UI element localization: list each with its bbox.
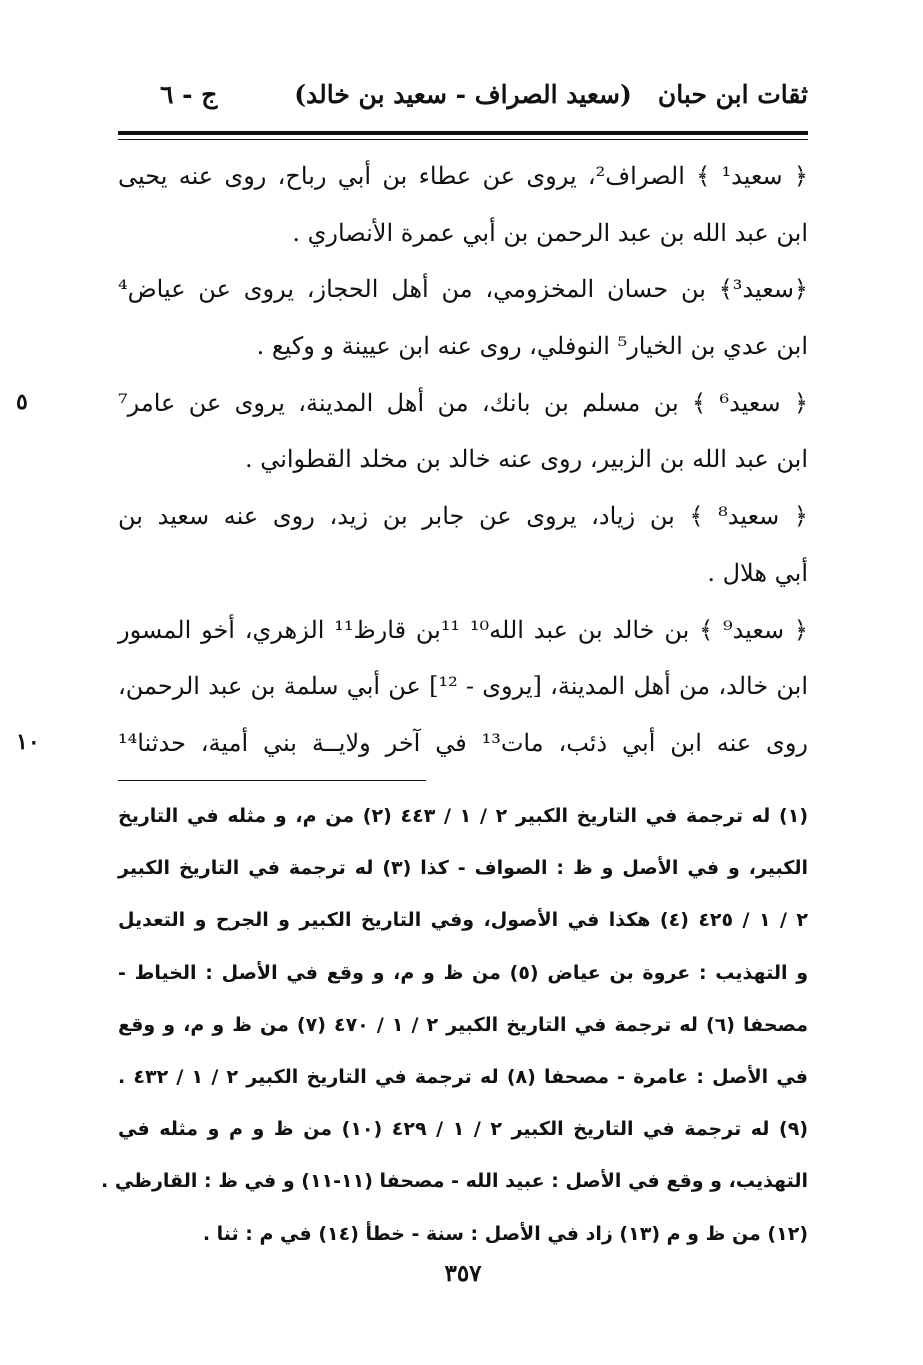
text-line: ابن عدي بن الخيار⁵ النوفلي، روى عنه ابن عيينة و وكيع . — [256, 332, 808, 361]
footnote-line: الكبير، و في الأصل و ظ : الصواف - كذا (٣) له ترجمة في التاريخ الكبير — [118, 857, 808, 880]
main-text — [16, 148, 809, 772]
text-line: ﴿ سعيد⁸ ﴾ بن زياد، يروى عن جابر بن زيد، روى عنه سعيد بن — [118, 502, 808, 531]
footnote-line: (٩) له ترجمة في التاريخ الكبير ٢ / ١ / ٤٢٩ (١٠) من ظ و م و مثله في — [118, 1118, 808, 1141]
text-line: ﴿ سعيد⁹ ﴾ بن خالد بن عبد الله¹⁰ ¹¹بن قارظ¹¹ الزهري، أخو المسور — [118, 615, 808, 644]
volume-label: ج - ٦ — [160, 80, 218, 109]
text-line: ابن خالد، من أهل المدينة، [يروى - ¹²] عن أبي سلمة بن عبد الرحمن، — [118, 672, 808, 701]
footnote-line: مصحفا (٦) له ترجمة في التاريخ الكبير ٢ / ١ / ٤٧٠ (٧) من ظ و م، و وقع — [118, 1013, 809, 1036]
text-line: ﴿ سعيد¹ ﴾ الصراف²، يروى عن عطاء بن أبي رباح، روى عنه يحيى — [118, 162, 808, 190]
running-header — [118, 80, 808, 124]
header-rule-thin — [118, 139, 808, 140]
footnote-line: (١) له ترجمة في التاريخ الكبير ٢ / ١ / ٤٤٣ (٢) من م، و مثله في التاريخ — [118, 805, 809, 827]
text-line: ﴿سعيد³﴾ بن حسان المخزومي، من أهل الحجاز، يروى عن عياض⁴ — [118, 275, 808, 304]
book-page — [16, 78, 809, 1348]
footnote-line: و التهذيب : عروة بن عياض (٥) من ظ و م، و وقع في الأصل : الخياط - — [118, 961, 809, 984]
text-line: ﴿ سعيد⁶ ﴾ بن مسلم بن بانك، من أهل المدينة، يروى عن عامر⁷ — [118, 388, 809, 417]
text-line: ابن عبد الله بن الزبير، روى عنه خالد بن مخلد القطواني . — [244, 445, 808, 474]
footnote-line: التهذيب، و وقع في الأصل : عبيد الله - مصحفا (١١-١١) و في ظ : القارظي . — [101, 1170, 808, 1193]
footnote-line: (١٢) من ظ و م (١٣) زاد في الأصل : سنة - خطأ (١٤) في م : ثنا . — [202, 1222, 808, 1245]
header-rule-thick — [118, 131, 808, 135]
footnote-line: ٢ / ١ / ٤٢٥ (٤) هكذا في الأصول، وفي التاريخ الكبير و الجرح و التعديل — [118, 909, 808, 932]
text-line: ابن عبد الله بن عبد الرحمن بن أبي عمرة الأنصاري . — [292, 218, 808, 247]
footnotes — [101, 790, 809, 1260]
book-title: ثقات ابن حبان — [657, 80, 808, 109]
line-number-5: ٥ — [16, 389, 28, 415]
text-line: روى عنه ابن أبي ذئب، مات¹³ في آخر ولايــة بني أمية، حدثنا¹⁴ — [118, 728, 808, 757]
line-number-10: ١٠ — [16, 729, 40, 755]
page-number: ٣٥٧ — [444, 1260, 482, 1287]
section-title: (سعيد الصراف - سعيد بن خالد) — [294, 80, 632, 109]
footnote-separator — [118, 780, 426, 781]
footnote-line: في الأصل : عامرة - مصحفا (٨) له ترجمة في التاريخ الكبير ٢ / ١ / ٤٣٢ . — [118, 1065, 808, 1088]
text-line: أبي هلال . — [707, 558, 808, 587]
